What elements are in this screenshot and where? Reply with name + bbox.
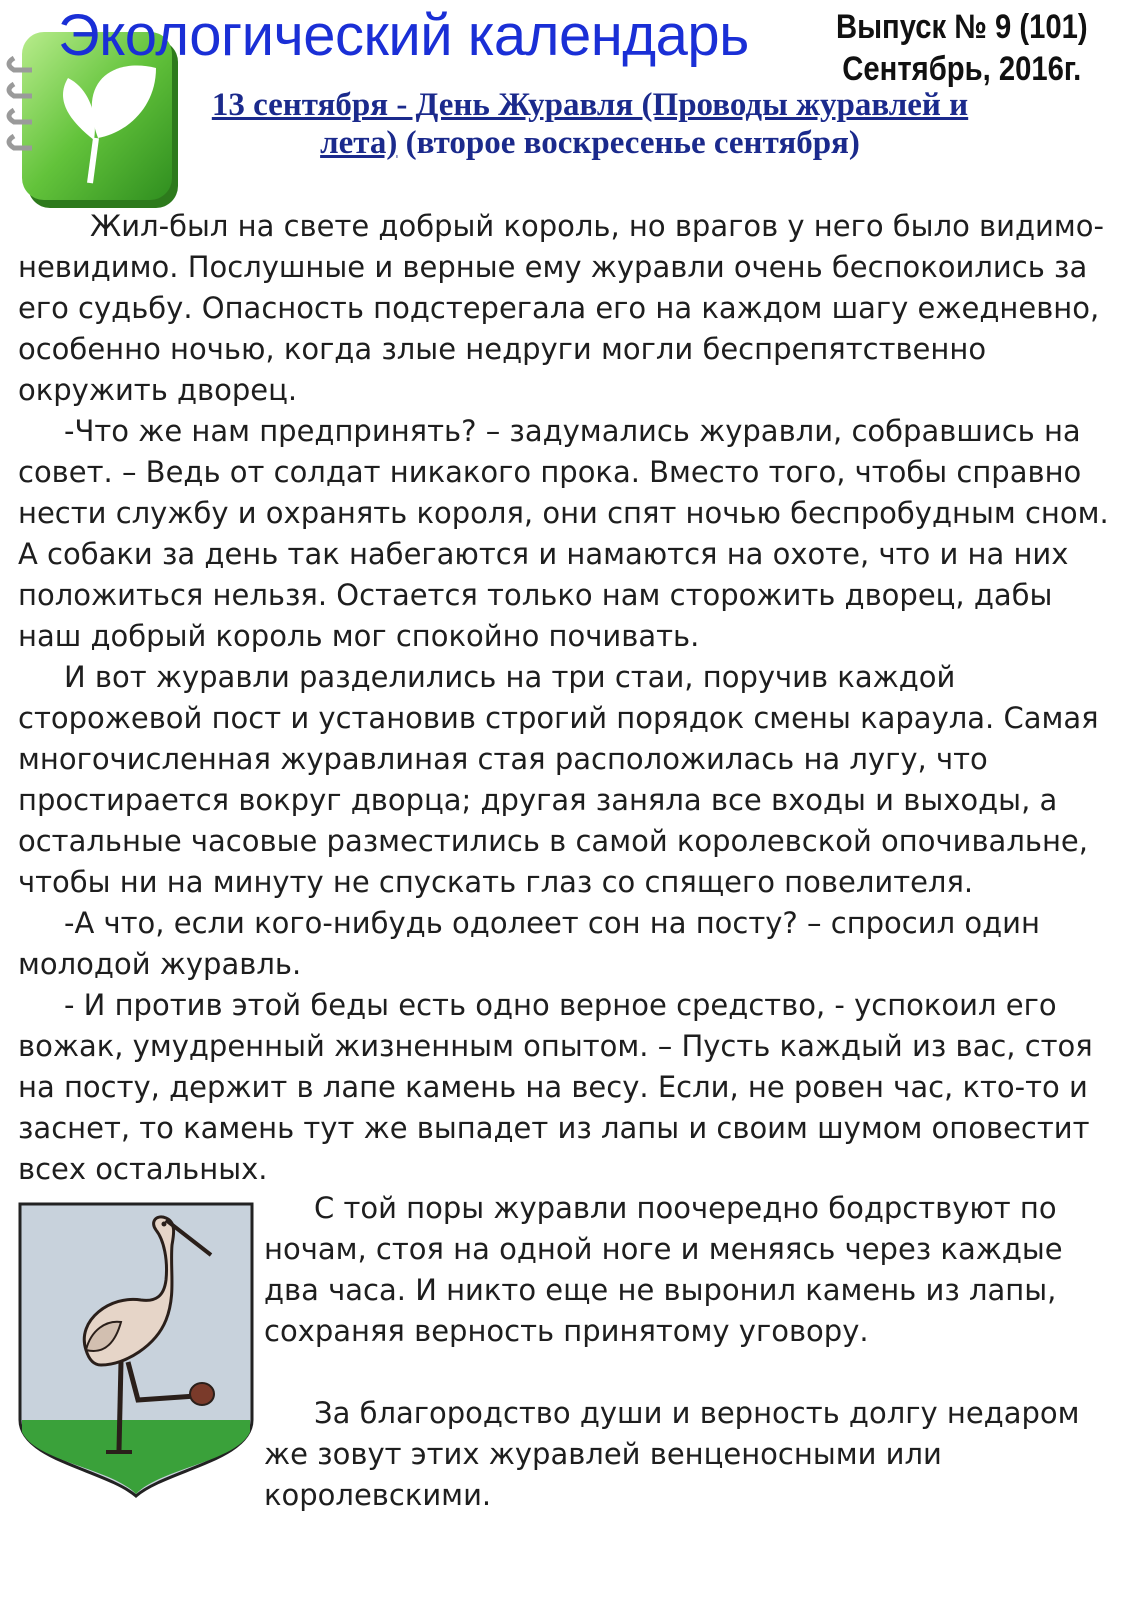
side-paragraph: За благородство души и верность долгу недаром же зовут этих журавлей венценосными или королевскими. bbox=[264, 1396, 1080, 1512]
side-text bbox=[264, 1188, 1114, 1516]
side-paragraph: С той поры журавли поочередно бодрствуют по ночам, стоя на одной ноге и меняясь через каждые два часа. И никто еще не выронил камень из лапы, сохраняя верность принятому уговору. bbox=[264, 1191, 1063, 1348]
crane-coat-of-arms bbox=[16, 1200, 256, 1500]
page-title: Экологический календарь bbox=[58, 3, 749, 68]
story-paragraph: Жил-был на свете добрый король, но врагов у него было видимо-невидимо. Послушные и верные ему журавли очень беспокоились за его судьбу. Опасность подстерегала его на каждом шагу ежедневно, особенно ночью, когда злые недруги могли беспрепятственно окружить дворец. bbox=[18, 209, 1104, 407]
heading-rest: (второе воскресенье сентября) bbox=[397, 125, 860, 161]
story-paragraph: -А что, если кого-нибудь одолеет сон на посту? – спросил один молодой журавль. bbox=[18, 906, 1040, 981]
issue-number: Выпуск № 9 (101) bbox=[836, 8, 1088, 46]
story-text bbox=[18, 206, 1113, 1190]
article-heading bbox=[130, 86, 1050, 162]
issue-date: Сентябрь, 2016г. bbox=[842, 50, 1082, 88]
story-paragraph: -Что же нам предпринять? – задумались журавли, собравшись на совет. – Ведь от солдат никакого прока. Вместо того, чтобы справно нести службу и охранять короля, они спят ночью беспробудным сном. А собаки за день так набегаются и намаются на охоте, что и на них положиться нельзя. Остается только нам сторожить дворец, дабы наш добрый король мог спокойно почивать. bbox=[18, 414, 1109, 653]
heading-link-part2[interactable]: лета) bbox=[320, 125, 398, 161]
issue-info bbox=[836, 6, 1088, 90]
heading-link-part1[interactable]: 13 сентября - День Журавля (Проводы журавлей и bbox=[211, 87, 969, 123]
story-paragraph: И вот журавли разделились на три стаи, поручив каждой сторожевой пост и установив строгий порядок смены караула. Самая многочисленная журавлиная стая расположилась на лугу, что простирается вокруг дворца; другая заняла все входы и выходы, а остальные часовые разместились в самой королевской опочивальне, чтобы ни на минуту не спускать глаз со спящего повелителя. bbox=[18, 660, 1099, 899]
story-paragraph: - И против этой беды есть одно верное средство, - успокоил его вожак, умудренный жизненным опытом. – Пусть каждый из вас, стоя на посту, держит в лапе камень на весу. Если, не ровен час, кто-то и заснет, то камень тут же выпадет из лапы и своим шумом оповестит всех остальных. bbox=[18, 988, 1093, 1186]
